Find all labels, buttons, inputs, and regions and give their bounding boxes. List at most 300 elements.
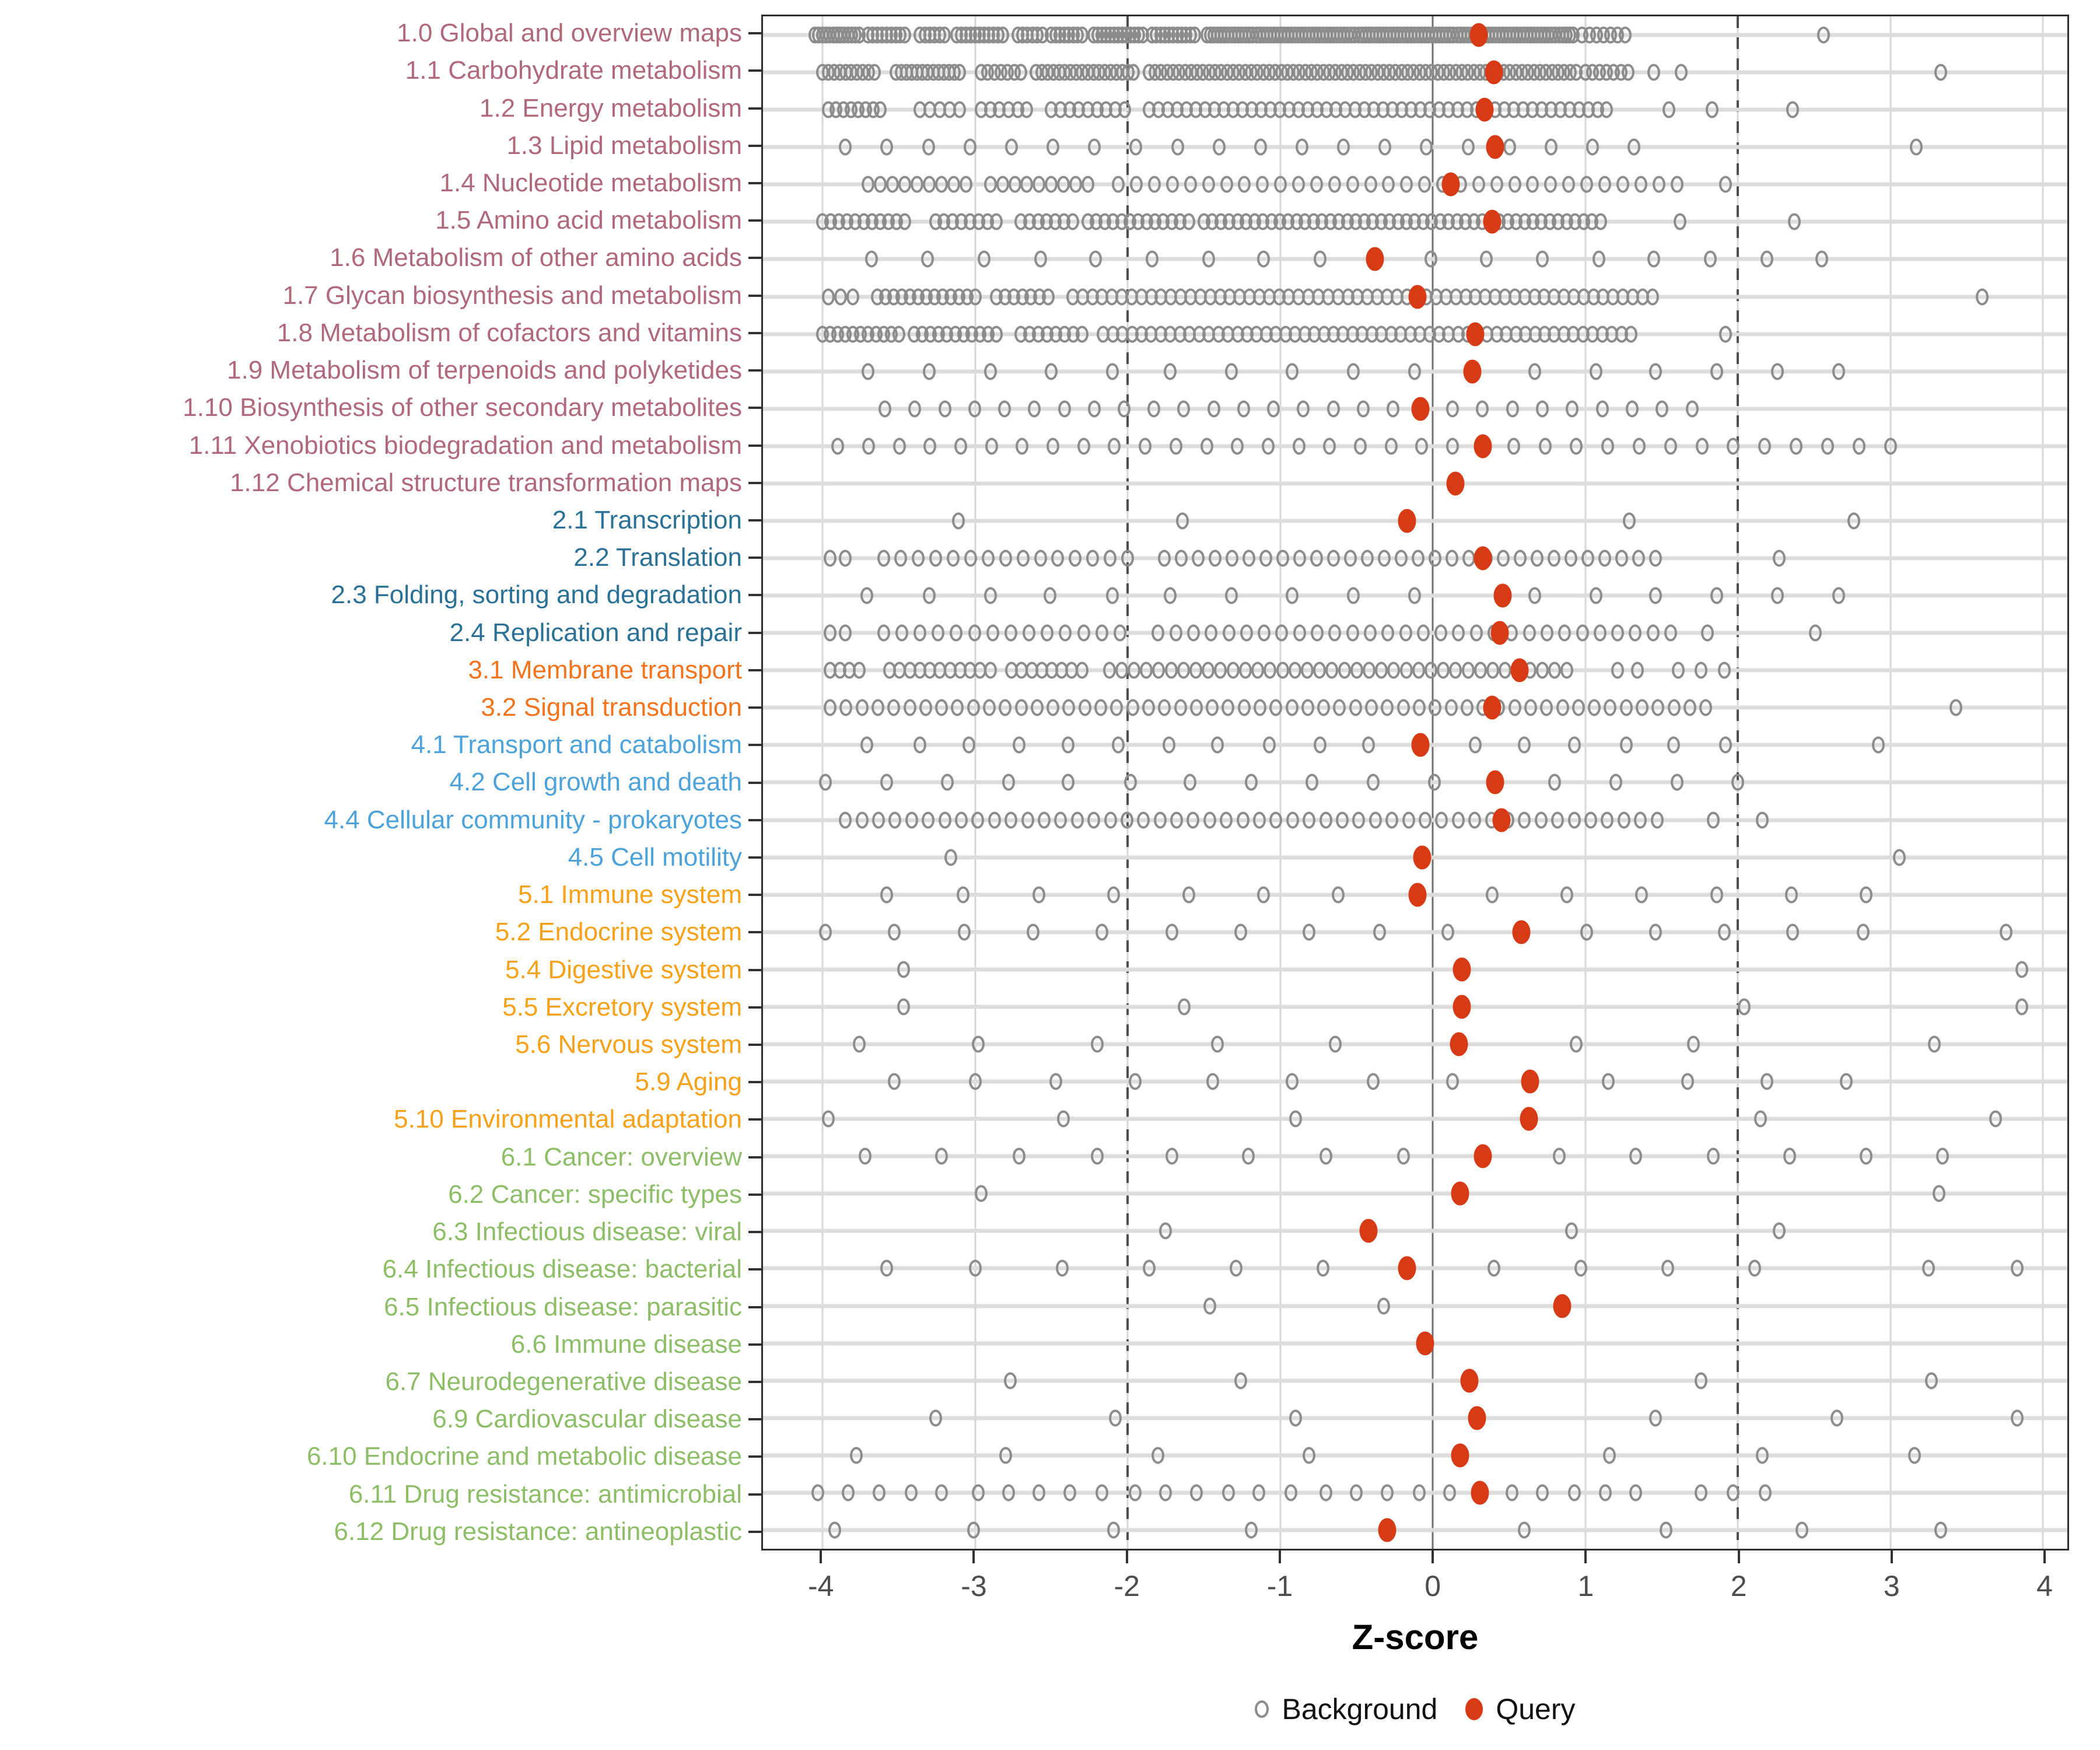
background-point bbox=[1020, 176, 1033, 193]
background-point bbox=[1387, 400, 1399, 417]
background-point bbox=[1727, 1484, 1740, 1501]
background-point bbox=[1558, 625, 1571, 642]
background-point bbox=[1950, 699, 1962, 716]
y-tick-mark bbox=[748, 1268, 761, 1270]
background-point bbox=[919, 699, 932, 716]
background-point bbox=[1159, 1484, 1172, 1501]
query-point bbox=[1447, 471, 1465, 495]
background-point bbox=[888, 923, 901, 940]
background-point bbox=[1710, 886, 1723, 903]
plot-row bbox=[763, 1100, 2067, 1138]
query-point bbox=[1486, 771, 1504, 794]
background-point bbox=[964, 550, 977, 567]
background-point bbox=[952, 512, 965, 529]
background-point bbox=[1292, 176, 1305, 193]
background-point bbox=[984, 587, 997, 604]
background-point bbox=[1091, 1036, 1104, 1053]
background-point bbox=[1263, 737, 1276, 754]
plot-row bbox=[763, 876, 2067, 914]
background-point bbox=[1202, 176, 1215, 193]
background-point bbox=[1545, 139, 1558, 156]
background-point bbox=[1226, 550, 1238, 567]
background-point bbox=[1129, 1073, 1142, 1090]
background-point bbox=[1184, 176, 1197, 193]
plot-row bbox=[763, 577, 2067, 614]
background-point bbox=[1184, 774, 1196, 791]
background-point bbox=[1719, 176, 1732, 193]
background-point bbox=[1704, 251, 1717, 268]
background-point bbox=[1301, 662, 1314, 679]
plot-row bbox=[763, 502, 2067, 540]
background-point bbox=[990, 326, 1003, 342]
background-point bbox=[1152, 625, 1164, 642]
background-point bbox=[1310, 176, 1323, 193]
background-point bbox=[1301, 699, 1314, 716]
background-point bbox=[1152, 1447, 1164, 1464]
y-tick-mark bbox=[748, 332, 761, 334]
background-point bbox=[1143, 1260, 1156, 1277]
background-point bbox=[1620, 737, 1633, 754]
background-point bbox=[1518, 1521, 1531, 1538]
background-point bbox=[1429, 550, 1441, 567]
background-point bbox=[1237, 811, 1250, 828]
query-marker-icon bbox=[1465, 1698, 1483, 1720]
background-point bbox=[1506, 1484, 1518, 1501]
y-tick-mark bbox=[748, 444, 761, 447]
background-point bbox=[1441, 923, 1454, 940]
background-point bbox=[1758, 438, 1771, 454]
background-point bbox=[1586, 139, 1599, 156]
background-point bbox=[922, 811, 935, 828]
query-point bbox=[1378, 1518, 1396, 1542]
background-point bbox=[1446, 400, 1459, 417]
row-gridline bbox=[763, 1042, 2067, 1046]
background-point bbox=[1400, 176, 1413, 193]
background-point bbox=[1066, 214, 1079, 230]
background-point bbox=[1115, 662, 1128, 679]
background-point bbox=[1139, 438, 1152, 454]
background-point bbox=[984, 363, 997, 380]
background-point bbox=[1069, 550, 1082, 567]
background-point bbox=[1107, 886, 1120, 903]
background-point bbox=[1452, 625, 1465, 642]
background-point bbox=[1518, 811, 1531, 828]
background-point bbox=[1588, 699, 1601, 716]
background-point bbox=[1773, 550, 1786, 567]
background-point bbox=[1062, 774, 1074, 791]
background-point bbox=[1328, 176, 1341, 193]
background-point bbox=[1166, 176, 1179, 193]
background-point bbox=[824, 699, 836, 716]
background-point bbox=[1177, 662, 1190, 679]
background-point bbox=[1238, 176, 1251, 193]
category-label: 6.7 Neurodegenerative disease bbox=[385, 1367, 742, 1396]
background-point bbox=[1472, 176, 1485, 193]
background-point bbox=[1005, 625, 1017, 642]
background-point bbox=[1629, 1148, 1642, 1165]
background-point bbox=[1596, 400, 1609, 417]
background-point bbox=[1159, 1223, 1172, 1240]
background-point bbox=[1088, 400, 1101, 417]
legend-label-query: Query bbox=[1496, 1693, 1576, 1726]
background-point bbox=[1660, 1521, 1672, 1538]
background-point bbox=[1418, 176, 1431, 193]
plot-row bbox=[763, 316, 2067, 353]
background-point bbox=[1202, 251, 1215, 268]
background-point bbox=[1662, 102, 1675, 118]
background-point bbox=[1649, 363, 1662, 380]
background-point bbox=[1402, 811, 1415, 828]
background-point bbox=[1375, 662, 1388, 679]
background-point bbox=[955, 811, 968, 828]
background-point bbox=[1225, 363, 1238, 380]
background-point bbox=[1884, 438, 1897, 454]
background-point bbox=[1346, 176, 1359, 193]
category-label: 1.9 Metabolism of terpenoids and polyketides bbox=[227, 356, 742, 385]
query-point bbox=[1452, 995, 1471, 1019]
background-point bbox=[1449, 662, 1462, 679]
x-tick-label: 0 bbox=[1424, 1570, 1441, 1602]
background-point bbox=[1077, 625, 1090, 642]
background-point bbox=[1562, 176, 1575, 193]
background-point bbox=[985, 438, 998, 454]
background-point bbox=[1773, 1223, 1786, 1240]
background-point bbox=[1395, 550, 1408, 567]
background-point bbox=[2011, 1409, 2024, 1426]
background-point bbox=[1365, 699, 1378, 716]
background-point bbox=[1710, 363, 1723, 380]
background-point bbox=[958, 923, 971, 940]
query-point bbox=[1450, 1032, 1468, 1056]
background-point bbox=[1507, 438, 1520, 454]
background-point bbox=[1328, 625, 1341, 642]
query-point bbox=[1466, 322, 1485, 346]
background-point bbox=[1028, 400, 1041, 417]
background-point bbox=[935, 699, 948, 716]
background-point bbox=[1252, 1484, 1265, 1501]
background-point bbox=[1032, 1484, 1045, 1501]
background-point bbox=[1783, 1148, 1796, 1165]
category-label-column bbox=[0, 15, 742, 1550]
background-point bbox=[1357, 400, 1370, 417]
background-point bbox=[1230, 1260, 1242, 1277]
background-point bbox=[2015, 961, 2028, 978]
query-point bbox=[1494, 584, 1512, 608]
background-point bbox=[1020, 102, 1033, 118]
background-point bbox=[1286, 587, 1298, 604]
y-tick-mark bbox=[748, 856, 761, 859]
background-point bbox=[1363, 662, 1376, 679]
y-tick-mark bbox=[748, 69, 761, 72]
background-point bbox=[822, 288, 835, 305]
background-point bbox=[1349, 699, 1362, 716]
background-point bbox=[1564, 550, 1577, 567]
background-point bbox=[1671, 774, 1684, 791]
background-point bbox=[1104, 550, 1116, 567]
background-point bbox=[1599, 1484, 1612, 1501]
row-gridline bbox=[763, 1192, 2067, 1196]
plot-row bbox=[763, 278, 2067, 316]
plot-row bbox=[763, 1138, 2067, 1175]
background-point bbox=[894, 550, 907, 567]
y-tick-mark bbox=[748, 145, 761, 147]
background-point bbox=[893, 438, 906, 454]
background-point bbox=[1632, 550, 1645, 567]
background-point bbox=[1506, 400, 1519, 417]
background-point bbox=[1320, 1484, 1332, 1501]
query-point bbox=[1412, 733, 1430, 757]
background-point bbox=[1832, 363, 1845, 380]
background-point bbox=[1857, 923, 1870, 940]
background-point bbox=[1347, 587, 1360, 604]
plot-row bbox=[763, 1250, 2067, 1287]
background-point bbox=[1071, 811, 1084, 828]
background-point bbox=[1118, 102, 1131, 118]
background-point bbox=[996, 27, 1009, 44]
background-point bbox=[1434, 625, 1447, 642]
background-point bbox=[1718, 662, 1731, 679]
background-point bbox=[1786, 102, 1799, 118]
background-point bbox=[1647, 625, 1660, 642]
background-point bbox=[1005, 139, 1018, 156]
y-tick-mark bbox=[748, 182, 761, 184]
background-point bbox=[1069, 176, 1082, 193]
background-point bbox=[1076, 326, 1088, 342]
category-label: 1.1 Carbohydrate metabolism bbox=[405, 56, 742, 85]
background-point bbox=[1570, 1036, 1583, 1053]
query-point bbox=[1474, 547, 1492, 570]
category-label: 1.2 Energy metabolism bbox=[480, 93, 742, 123]
background-point bbox=[905, 1484, 918, 1501]
background-point bbox=[895, 625, 908, 642]
background-point bbox=[1860, 886, 1873, 903]
background-point bbox=[1251, 662, 1264, 679]
background-point bbox=[1629, 1484, 1642, 1501]
background-point bbox=[1647, 64, 1660, 81]
query-point bbox=[1413, 845, 1431, 869]
category-label: 5.2 Endocrine system bbox=[495, 918, 742, 947]
background-point bbox=[1831, 1409, 1843, 1426]
background-point bbox=[1373, 923, 1386, 940]
background-point bbox=[1121, 550, 1134, 567]
query-point bbox=[1469, 23, 1488, 47]
row-gridline bbox=[763, 1117, 2067, 1121]
background-point bbox=[999, 1447, 1012, 1464]
y-tick-mark bbox=[748, 632, 761, 634]
plot-row bbox=[763, 614, 2067, 652]
plot-row bbox=[763, 1474, 2067, 1511]
background-point bbox=[950, 625, 963, 642]
category-label: 5.1 Immune system bbox=[518, 880, 742, 909]
background-point bbox=[968, 400, 981, 417]
background-point bbox=[1182, 886, 1195, 903]
y-tick-mark bbox=[748, 1194, 761, 1196]
background-point bbox=[1925, 1372, 1938, 1389]
background-point bbox=[1480, 251, 1493, 268]
background-point bbox=[1413, 699, 1426, 716]
background-point bbox=[1027, 923, 1040, 940]
query-point bbox=[1416, 1331, 1434, 1355]
background-point bbox=[842, 1484, 855, 1501]
background-point bbox=[957, 886, 970, 903]
background-point bbox=[996, 176, 1009, 193]
background-point bbox=[1076, 27, 1088, 44]
background-point bbox=[1317, 699, 1330, 716]
background-point bbox=[880, 774, 893, 791]
plot-row bbox=[763, 428, 2067, 465]
background-point bbox=[1087, 811, 1100, 828]
background-point bbox=[1108, 438, 1121, 454]
background-point bbox=[1572, 699, 1585, 716]
background-point bbox=[1106, 363, 1119, 380]
y-tick-mark bbox=[748, 1493, 761, 1496]
background-point bbox=[897, 998, 910, 1015]
background-point bbox=[1303, 1447, 1315, 1464]
background-point bbox=[1989, 1111, 2002, 1128]
background-point bbox=[1350, 1484, 1363, 1501]
background-point bbox=[1333, 699, 1346, 716]
background-point bbox=[1077, 438, 1090, 454]
background-point bbox=[819, 774, 832, 791]
background-point bbox=[1104, 811, 1117, 828]
plot-row bbox=[763, 988, 2067, 1026]
category-label: 4.5 Cell motility bbox=[568, 842, 742, 872]
background-point bbox=[1419, 811, 1432, 828]
background-point bbox=[908, 400, 921, 417]
background-point bbox=[1352, 811, 1365, 828]
background-point bbox=[1560, 886, 1573, 903]
background-point bbox=[951, 699, 964, 716]
background-point bbox=[1556, 699, 1569, 716]
background-point bbox=[1344, 550, 1357, 567]
plot-row bbox=[763, 1511, 2067, 1549]
background-point bbox=[1276, 662, 1289, 679]
category-label: 6.6 Immune disease bbox=[510, 1329, 742, 1359]
background-point bbox=[1310, 550, 1323, 567]
background-point bbox=[1256, 176, 1269, 193]
background-point bbox=[1063, 1484, 1076, 1501]
background-point bbox=[1503, 139, 1516, 156]
background-point bbox=[1187, 625, 1200, 642]
background-point bbox=[1088, 139, 1101, 156]
background-point bbox=[1313, 662, 1326, 679]
background-point bbox=[1706, 102, 1718, 118]
background-point bbox=[1664, 438, 1677, 454]
background-point bbox=[898, 214, 911, 230]
background-point bbox=[1618, 811, 1630, 828]
background-point bbox=[862, 176, 874, 193]
background-point bbox=[1381, 699, 1394, 716]
background-point bbox=[978, 251, 991, 268]
query-point bbox=[1442, 173, 1460, 197]
background-point bbox=[982, 550, 995, 567]
background-point bbox=[1158, 699, 1171, 716]
background-point bbox=[1790, 438, 1803, 454]
background-point bbox=[938, 27, 951, 44]
background-point bbox=[911, 176, 923, 193]
y-tick-mark bbox=[748, 1455, 761, 1458]
background-point bbox=[1565, 1223, 1578, 1240]
query-point bbox=[1451, 1182, 1469, 1206]
background-point bbox=[1620, 699, 1633, 716]
category-label: 1.7 Glycan biosynthesis and metabolism bbox=[282, 281, 742, 310]
background-point bbox=[1601, 438, 1614, 454]
background-point bbox=[990, 214, 1003, 230]
y-tick-mark bbox=[748, 894, 761, 896]
background-point bbox=[1337, 139, 1350, 156]
background-point bbox=[888, 1073, 901, 1090]
background-point bbox=[1785, 886, 1798, 903]
background-point bbox=[1417, 625, 1430, 642]
background-point bbox=[929, 1409, 942, 1426]
background-point bbox=[1647, 251, 1660, 268]
background-point bbox=[1203, 1297, 1216, 1314]
background-point bbox=[850, 1447, 863, 1464]
x-tick-label: 4 bbox=[2036, 1570, 2053, 1602]
background-point bbox=[1034, 550, 1047, 567]
background-point bbox=[1626, 400, 1639, 417]
category-label: 6.5 Infectious disease: parasitic bbox=[384, 1292, 742, 1321]
background-point bbox=[1872, 737, 1885, 754]
legend-label-background: Background bbox=[1282, 1693, 1438, 1726]
background-point bbox=[1103, 662, 1116, 679]
background-point bbox=[1126, 699, 1139, 716]
category-label: 6.2 Cancer: specific types bbox=[448, 1180, 742, 1209]
background-point bbox=[1580, 176, 1593, 193]
background-point bbox=[1267, 400, 1280, 417]
background-point bbox=[878, 400, 891, 417]
background-point bbox=[1603, 1447, 1616, 1464]
background-point bbox=[1499, 662, 1511, 679]
x-tick-mark bbox=[1738, 1550, 1740, 1563]
background-point bbox=[1240, 625, 1253, 642]
background-point bbox=[1699, 699, 1712, 716]
background-point bbox=[1186, 811, 1199, 828]
background-point bbox=[1435, 811, 1448, 828]
background-point bbox=[1079, 699, 1091, 716]
background-point bbox=[935, 176, 948, 193]
category-label: 1.5 Amino acid metabolism bbox=[435, 206, 742, 235]
background-point bbox=[1350, 662, 1363, 679]
background-point bbox=[1086, 550, 1099, 567]
background-point bbox=[1014, 64, 1027, 81]
background-point bbox=[1239, 662, 1252, 679]
x-tick-label: -4 bbox=[808, 1570, 834, 1602]
background-point bbox=[1821, 438, 1834, 454]
x-tick-mark bbox=[1891, 1550, 1893, 1563]
background-point bbox=[1200, 438, 1213, 454]
background-point bbox=[1548, 662, 1561, 679]
background-point bbox=[1672, 662, 1685, 679]
x-axis-title: Z-score bbox=[1352, 1618, 1479, 1657]
background-point bbox=[969, 1073, 982, 1090]
background-point bbox=[1147, 400, 1160, 417]
background-point bbox=[1539, 438, 1552, 454]
query-point bbox=[1492, 808, 1510, 832]
background-point bbox=[1601, 811, 1614, 828]
background-point bbox=[1486, 886, 1499, 903]
plot-row bbox=[763, 91, 2067, 128]
background-point bbox=[1649, 1409, 1662, 1426]
background-point bbox=[983, 699, 996, 716]
background-point bbox=[811, 1484, 824, 1501]
y-tick-mark bbox=[748, 594, 761, 596]
plot-row bbox=[763, 726, 2067, 764]
row-gridline bbox=[763, 257, 2067, 261]
y-tick-mark bbox=[748, 1118, 761, 1121]
category-label: 2.4 Replication and repair bbox=[449, 618, 742, 647]
background-point bbox=[1364, 625, 1377, 642]
